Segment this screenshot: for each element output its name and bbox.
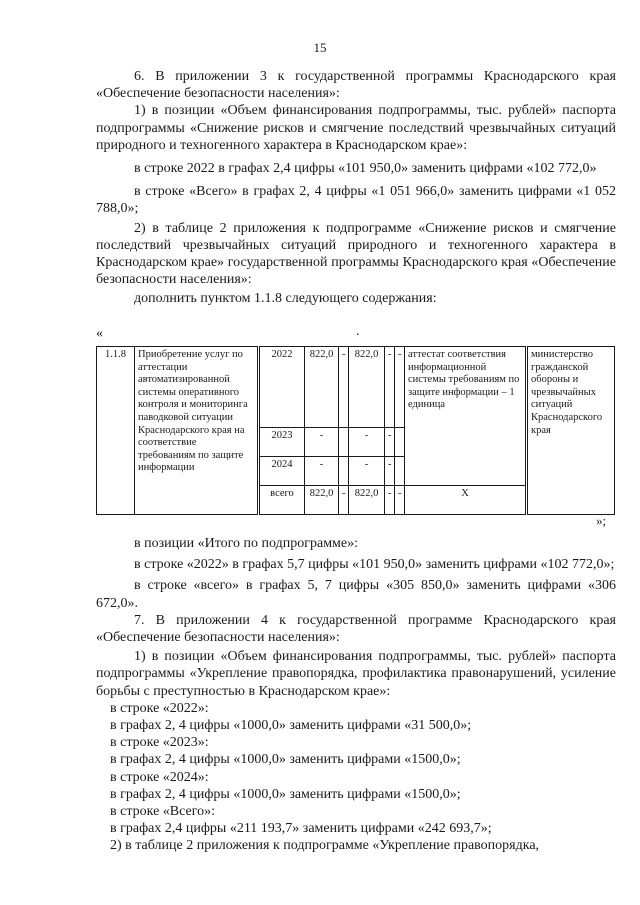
value-cell: -: [385, 428, 395, 457]
quote-dot: .: [356, 324, 360, 339]
paragraph: в графах 2, 4 цифры «1000,0» заменить цифрами «1500,0»;: [110, 752, 461, 768]
value-cell: 822,0: [349, 486, 385, 515]
paragraph: 6. В приложении 3 к государственной программы Краснодарского края «Обеспечение безопасности населения»:: [96, 69, 616, 102]
value-cell: [339, 428, 349, 457]
top-text: [96, 68, 616, 308]
value-cell: -: [395, 486, 405, 515]
value-cell: -: [349, 457, 385, 486]
paragraph: 2) в таблице 2 приложения к подпрограмме «Снижение рисков и смягчение последствий чрезвычайных ситуаций природного и техногенного характера в Краснодарском крае» государственной программы Краснодарского края «Обеспечение безопасности населения»:: [96, 220, 616, 288]
paragraph: в строке «2022» в графах 5,7 цифры «101 950,0» заменить цифрами «102 772,0»;: [134, 557, 615, 573]
page-number: 15: [313, 40, 327, 55]
value-cell: -: [339, 486, 349, 515]
total-cell: 822,0: [305, 347, 339, 428]
quote-open: «: [96, 326, 103, 341]
total-cell: -: [305, 457, 339, 486]
paragraph: в строке «2024»:: [110, 769, 209, 785]
value-cell: -: [385, 457, 395, 486]
quote-close: »;: [596, 513, 607, 528]
paragraph: в строке «Всего»:: [110, 804, 215, 820]
executor-cell: министерство гражданской обороны и чрезвычайных ситуаций Краснодарского края: [527, 347, 615, 515]
year-cell: всего: [259, 486, 305, 515]
year-cell: 2024: [259, 457, 305, 486]
paragraph: в строке «2022»:: [110, 700, 209, 716]
value-cell: -: [385, 486, 395, 515]
value-cell: -: [385, 347, 395, 428]
paragraph: 7. В приложении 4 к государственной программе Краснодарского края «Обеспечение безопасности населения»:: [96, 612, 616, 646]
year-cell: 2023: [259, 428, 305, 457]
item-name: Приобретение услуг по аттестации автоматизированной системы оперативного контроля и мониторинга паводковой ситуации Краснодарского края на соответствие требованиям по защите информации: [135, 347, 259, 515]
value-cell: 822,0: [349, 347, 385, 428]
value-cell: [395, 457, 405, 486]
paragraph: 2) в таблице 2 приложения к подпрограмме «Укрепление правопорядка,: [110, 838, 540, 854]
paragraph: 1) в позиции «Объем финансирования подпрограммы, тыс. рублей» паспорта подпрограммы «Укрепление правопорядка, профилактика правонарушений, усиление борьбы с преступностью в Краснодарском крае»:: [96, 649, 616, 699]
value-cell: -: [395, 347, 405, 428]
paragraph: 1) в позиции «Объем финансирования подпрограммы, тыс. рублей» паспорта подпрограммы «Снижение рисков и смягчение последствий чрезвычайных ситуаций природного и техногенного характера в Краснодарском крае»:: [96, 103, 616, 153]
paragraph: в строке «Всего» в графах 2, 4 цифры «1 051 966,0» заменить цифрами «1 052 788,0»;: [96, 184, 616, 217]
paragraph: в строке 2022 в графах 2,4 цифры «101 950,0» заменить цифрами «102 772,0»: [134, 161, 597, 177]
paragraph: в строке «всего» в графах 5, 7 цифры «305 850,0» заменить цифрами «306 672,0».: [96, 578, 616, 611]
result-total-mark: X: [405, 486, 527, 515]
item-number: 1.1.8: [97, 347, 135, 515]
paragraph: в строке «2023»:: [110, 735, 209, 751]
value-cell: -: [349, 428, 385, 457]
paragraph: в позиции «Итого по подпрограмме»:: [134, 536, 359, 551]
paragraph: в графах 2,4 цифры «211 193,7» заменить цифрами «242 693,7»;: [110, 821, 492, 837]
total-cell: -: [305, 428, 339, 457]
paragraph: в графах 2, 4 цифры «1000,0» заменить цифрами «31 500,0»;: [110, 718, 472, 734]
value-cell: [339, 457, 349, 486]
bottom-text: [96, 535, 616, 855]
total-cell: 822,0: [305, 486, 339, 515]
value-cell: [395, 428, 405, 457]
year-cell: 2022: [259, 347, 305, 428]
insert-table: [96, 346, 615, 515]
paragraph: дополнить пунктом 1.1.8 следующего содержания:: [134, 291, 437, 307]
result-cell: аттестат соответствия информационной системы требованиям по защите информации – 1 единица: [405, 347, 527, 486]
paragraph: в графах 2, 4 цифры «1000,0» заменить цифрами «1500,0»;: [110, 786, 461, 802]
value-cell: -: [339, 347, 349, 428]
